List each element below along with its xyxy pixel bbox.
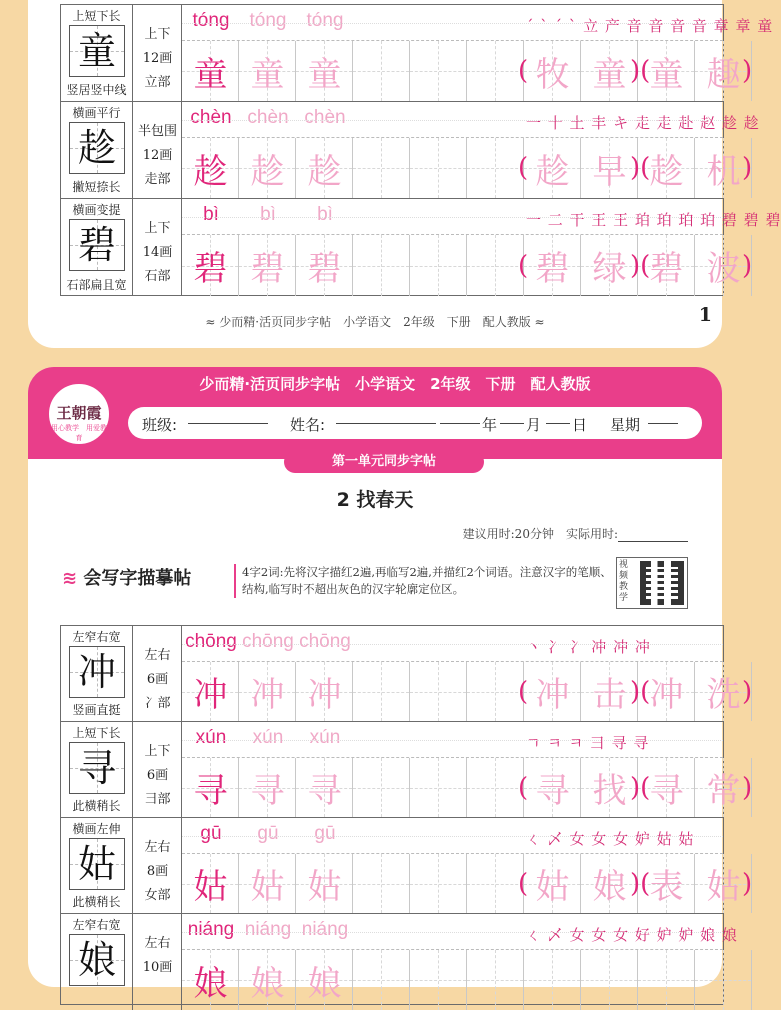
model-character: 娘 [77, 938, 116, 982]
pinyin-row [182, 818, 723, 854]
close-paren: ) [742, 772, 753, 803]
month-label: 月 [526, 416, 542, 434]
tracing-character: 姑 [250, 867, 285, 907]
writing-cell[interactable] [353, 854, 410, 913]
model-character: 寻 [77, 746, 116, 790]
writing-cell[interactable] [353, 950, 410, 1010]
writing-cell[interactable] [467, 235, 524, 296]
pinyin-text: xún [309, 727, 341, 748]
tracing-character: 趁 [307, 151, 342, 192]
writing-cells [182, 662, 753, 721]
writing-cells [182, 41, 753, 101]
tracing-character: 冲 [250, 675, 285, 715]
name-label: 姓名: [290, 416, 326, 434]
stroke-order: ㄑ 乄 女 女 女 好 妒 妒 娘 娘 [526, 926, 738, 944]
writing-cell[interactable] [467, 950, 524, 1010]
open-paren: ( [518, 772, 529, 803]
writing-cell[interactable] [695, 950, 752, 1010]
tracing-character: 冲 [193, 675, 228, 715]
stroke-order: ㄑ 乄 女 女 女 妒 姑 姑 [526, 830, 695, 848]
writing-cell[interactable] [467, 41, 524, 101]
writing-cell[interactable] [467, 854, 524, 913]
tracing-character: 冲 [307, 675, 342, 715]
pinyin-text: chèn [304, 107, 346, 128]
pinyin-text: chōng [185, 631, 237, 652]
tracing-character: 趁 [193, 151, 228, 192]
open-paren: ( [518, 153, 529, 183]
pinyin-text: gū [314, 823, 336, 844]
tracing-character: 童 [193, 54, 228, 95]
day-field[interactable] [546, 423, 570, 424]
structure-type: 左右 [144, 840, 171, 855]
word-character: 绿 [592, 249, 627, 289]
word-character: 找 [592, 771, 627, 811]
qr-code-icon [640, 561, 684, 605]
unit-title: 第一单元同步字帖 [284, 451, 484, 473]
structure-type: 上下 [144, 221, 171, 236]
page-1-footer: ≈ 少而精·活页同步字帖 小学语文 2年级 下册 配人教版 ≈ [205, 315, 545, 329]
stroke-order: ㄱ ㅋ ㅋ 彐 寻 寻 [526, 734, 650, 752]
structure-type: 上下 [144, 27, 171, 42]
character-info [134, 199, 182, 296]
open-paren: ( [518, 676, 529, 707]
radical: 石部 [144, 269, 171, 284]
structure-tip-bottom: 撇短捺长 [72, 180, 121, 194]
writing-cell[interactable] [410, 138, 467, 198]
pinyin-text: niáng [244, 919, 292, 940]
word-character: 机 [706, 151, 741, 192]
pinyin-row [182, 722, 723, 758]
practice-row [61, 626, 753, 722]
stroke-order: ´ ˋ ˊ ˋ 立 产 音 音 音 音 章 章 童 [526, 17, 774, 35]
practice-row [61, 818, 753, 914]
pinyin-row [182, 199, 781, 235]
word-character: 冲 [649, 675, 684, 715]
writing-cell[interactable] [467, 758, 524, 817]
lesson-title: 2 找春天 [336, 489, 414, 511]
structure-type: 左右 [144, 936, 171, 951]
structure-tip-top: 上短下长 [72, 726, 121, 740]
stroke-count: 10画 [142, 960, 173, 975]
model-character: 姑 [77, 842, 116, 886]
open-paren: ( [518, 56, 529, 86]
qr-code-box[interactable] [616, 557, 688, 609]
character-info [134, 722, 182, 817]
month-field[interactable] [500, 423, 524, 424]
practice-row [61, 914, 738, 1010]
word-character: 寻 [535, 771, 570, 811]
section-title [62, 564, 191, 590]
actual-time-field[interactable] [618, 528, 688, 542]
stroke-count: 6画 [146, 768, 169, 783]
close-paren: ) [742, 250, 753, 281]
header-title: 少而精·活页同步字帖 小学语文 2年级 下册 配人教版 [199, 375, 591, 393]
stroke-order: 丶 冫 冫 冲 冲 冲 [526, 638, 651, 656]
character-label-cell [61, 914, 133, 1010]
pinyin-text: bì [203, 204, 219, 225]
practice-row [61, 5, 774, 102]
tracing-character: 姑 [307, 867, 342, 907]
tracing-character: 碧 [307, 249, 342, 289]
pinyin-text: chèn [190, 107, 232, 128]
page-number: 1 [698, 304, 712, 326]
open-paren: )( [630, 56, 651, 86]
tracing-character: 娘 [250, 963, 285, 1004]
word-character: 趁 [535, 151, 570, 192]
stroke-count: 12画 [142, 51, 173, 66]
pinyin-row [182, 5, 774, 41]
stroke-count: 8画 [146, 864, 169, 879]
character-label-cell [61, 199, 133, 296]
radical: 冫部 [144, 696, 171, 711]
open-paren: )( [630, 676, 651, 707]
class-label: 班级: [142, 416, 178, 434]
tracing-character: 娘 [193, 963, 228, 1004]
stroke-count: 14画 [142, 245, 173, 260]
writing-cell[interactable] [410, 41, 467, 101]
day-label: 日 [572, 416, 588, 434]
structure-type: 上下 [144, 744, 171, 759]
word-character: 洗 [706, 675, 741, 715]
page-2-card [28, 367, 753, 1004]
open-paren: )( [630, 868, 651, 899]
word-character: 碧 [649, 249, 684, 289]
word-character: 姑 [535, 867, 570, 907]
structure-type: 半包围 [137, 124, 177, 139]
practice-row [61, 199, 781, 296]
writing-cells [182, 235, 753, 296]
stroke-order: 一 十 土 丰 キ 走 走 赴 赵 趁 趁 [526, 114, 760, 132]
structure-tip-bottom: 竖居竖中线 [66, 83, 127, 97]
qr-label: 视频教学 [619, 560, 629, 603]
open-paren: )( [630, 250, 651, 281]
time-info-text: 建议用时:20分钟 实际用时: [462, 527, 618, 541]
writing-cell[interactable] [410, 758, 467, 817]
section-title-text: 会写字描摹帖 [83, 568, 192, 589]
year-label: 年 [482, 416, 498, 434]
character-info [134, 626, 182, 721]
word-character: 早 [592, 151, 627, 192]
radical: 彐部 [144, 792, 171, 807]
writing-cell[interactable] [524, 950, 581, 1010]
writing-cell[interactable] [410, 235, 467, 296]
model-character: 童 [77, 29, 116, 73]
close-paren: ) [742, 676, 753, 707]
character-label-cell [61, 5, 133, 101]
logo-name: 王朝霞 [56, 404, 102, 422]
character-info [134, 102, 182, 198]
teacher-logo [46, 381, 112, 447]
character-label-cell [61, 722, 133, 817]
open-paren: )( [630, 772, 651, 803]
character-label-cell [61, 626, 133, 721]
pinyin-text: tóng [306, 10, 344, 31]
writing-cells [182, 138, 753, 198]
pinyin-text: xún [252, 727, 284, 748]
word-character: 常 [706, 771, 741, 811]
page-1-card [28, 0, 781, 348]
character-info [134, 5, 182, 101]
structure-tip-top: 横画左伸 [72, 822, 121, 836]
open-paren: ( [518, 250, 529, 281]
writing-cell[interactable] [581, 950, 638, 1010]
word-character: 牧 [535, 54, 570, 95]
word-character: 冲 [535, 675, 570, 715]
pinyin-text: xún [195, 727, 227, 748]
close-paren: ) [742, 153, 753, 183]
tracing-character: 娘 [307, 963, 342, 1004]
page-1-practice-grid [60, 4, 781, 296]
structure-tip-bottom: 石部扁且宽 [66, 278, 127, 292]
structure-type: 左右 [144, 648, 171, 663]
character-info [134, 818, 182, 913]
word-character: 表 [649, 867, 684, 907]
writing-cell[interactable] [467, 662, 524, 721]
structure-tip-bottom: 此横稍长 [72, 799, 121, 813]
pinyin-row [182, 626, 723, 662]
character-info [134, 914, 182, 1010]
practice-row [61, 722, 753, 818]
writing-cell[interactable] [467, 138, 524, 198]
pinyin-row [182, 102, 760, 138]
word-character: 趣 [706, 54, 741, 95]
character-label-cell [61, 102, 133, 198]
pinyin-text: chōng [242, 631, 294, 652]
tracing-character: 寻 [307, 771, 342, 811]
close-paren: ) [742, 868, 753, 899]
structure-tip-top: 横画平行 [72, 106, 121, 120]
pinyin-text: chèn [247, 107, 289, 128]
pinyin-text: gū [257, 823, 279, 844]
character-label-cell [61, 818, 133, 913]
radical: 女部 [144, 888, 171, 903]
writing-cell[interactable] [353, 662, 410, 721]
tracing-character: 趁 [250, 151, 285, 192]
tracing-character: 碧 [250, 249, 285, 289]
page-2-practice-grid [60, 625, 753, 1005]
structure-tip-bottom: 此横稍长 [72, 895, 121, 909]
time-info [463, 525, 688, 542]
student-info-bar [128, 407, 702, 439]
year-field[interactable] [440, 423, 480, 424]
structure-tip-top: 左窄右宽 [72, 918, 121, 932]
writing-cell[interactable] [353, 235, 410, 296]
word-character: 娘 [592, 867, 627, 907]
radical: 走部 [144, 172, 171, 187]
pinyin-text: tóng [192, 10, 230, 31]
open-paren: )( [630, 153, 651, 183]
pinyin-text: bì [260, 204, 276, 225]
tracing-character: 童 [250, 54, 285, 95]
weekday-label: 星期 [610, 416, 641, 434]
writing-cells [182, 950, 723, 1010]
open-paren: ( [518, 868, 529, 899]
word-character: 碧 [535, 249, 570, 289]
tracing-character: 寻 [250, 771, 285, 811]
structure-tip-bottom: 竖画直挺 [72, 703, 121, 717]
writing-cells [182, 758, 753, 817]
close-paren: ) [742, 56, 753, 86]
writing-cell[interactable] [410, 950, 467, 1010]
writing-cell[interactable] [353, 138, 410, 198]
model-character: 碧 [77, 223, 116, 267]
word-character: 姑 [706, 867, 741, 907]
word-character: 童 [592, 54, 627, 95]
pinyin-row [182, 914, 738, 950]
pinyin-text: bì [317, 204, 333, 225]
logo-subtitle: 用心教学 用爱教育 [51, 424, 107, 442]
structure-tip-top: 横画变提 [72, 203, 121, 217]
pinyin-text: tóng [249, 10, 287, 31]
tracing-character: 碧 [193, 249, 228, 289]
stroke-count: 6画 [146, 672, 169, 687]
writing-cell[interactable] [410, 854, 467, 913]
pinyin-text: niáng [187, 919, 235, 940]
word-character: 寻 [649, 771, 684, 811]
word-character: 童 [649, 54, 684, 95]
pinyin-text: gū [200, 823, 222, 844]
class-field[interactable] [188, 423, 268, 424]
name-field[interactable] [336, 423, 436, 424]
structure-tip-top: 左窄右宽 [72, 630, 121, 644]
model-character: 冲 [77, 650, 116, 694]
word-character: 趁 [649, 151, 684, 192]
tracing-character: 姑 [193, 867, 228, 907]
pinyin-text: chōng [299, 631, 351, 652]
writing-cell[interactable] [410, 662, 467, 721]
wave-icon: ≋ [62, 568, 78, 589]
weekday-field[interactable] [648, 423, 678, 424]
instructions: 4字2词:先将汉字描红2遍,再临写2遍,并描红2个词语。注意汉字的笔顺、结构,临写时不超出灰色的汉字轮廓定位区。 [234, 564, 614, 598]
stroke-count: 12画 [142, 148, 173, 163]
practice-row [61, 102, 760, 199]
writing-cell[interactable] [353, 758, 410, 817]
writing-cell[interactable] [353, 41, 410, 101]
structure-tip-top: 上短下长 [72, 9, 121, 23]
tracing-character: 寻 [193, 771, 228, 811]
radical: 立部 [144, 75, 171, 90]
writing-cell[interactable] [638, 950, 695, 1010]
writing-cells [182, 854, 753, 913]
pinyin-text: niáng [301, 919, 349, 940]
tracing-character: 童 [307, 54, 342, 95]
word-character: 波 [706, 249, 741, 289]
model-character: 趁 [77, 126, 116, 170]
word-character: 击 [592, 675, 627, 715]
stroke-order: 一 二 干 王 王 珀 珀 珀 珀 碧 碧 碧 [526, 211, 781, 229]
